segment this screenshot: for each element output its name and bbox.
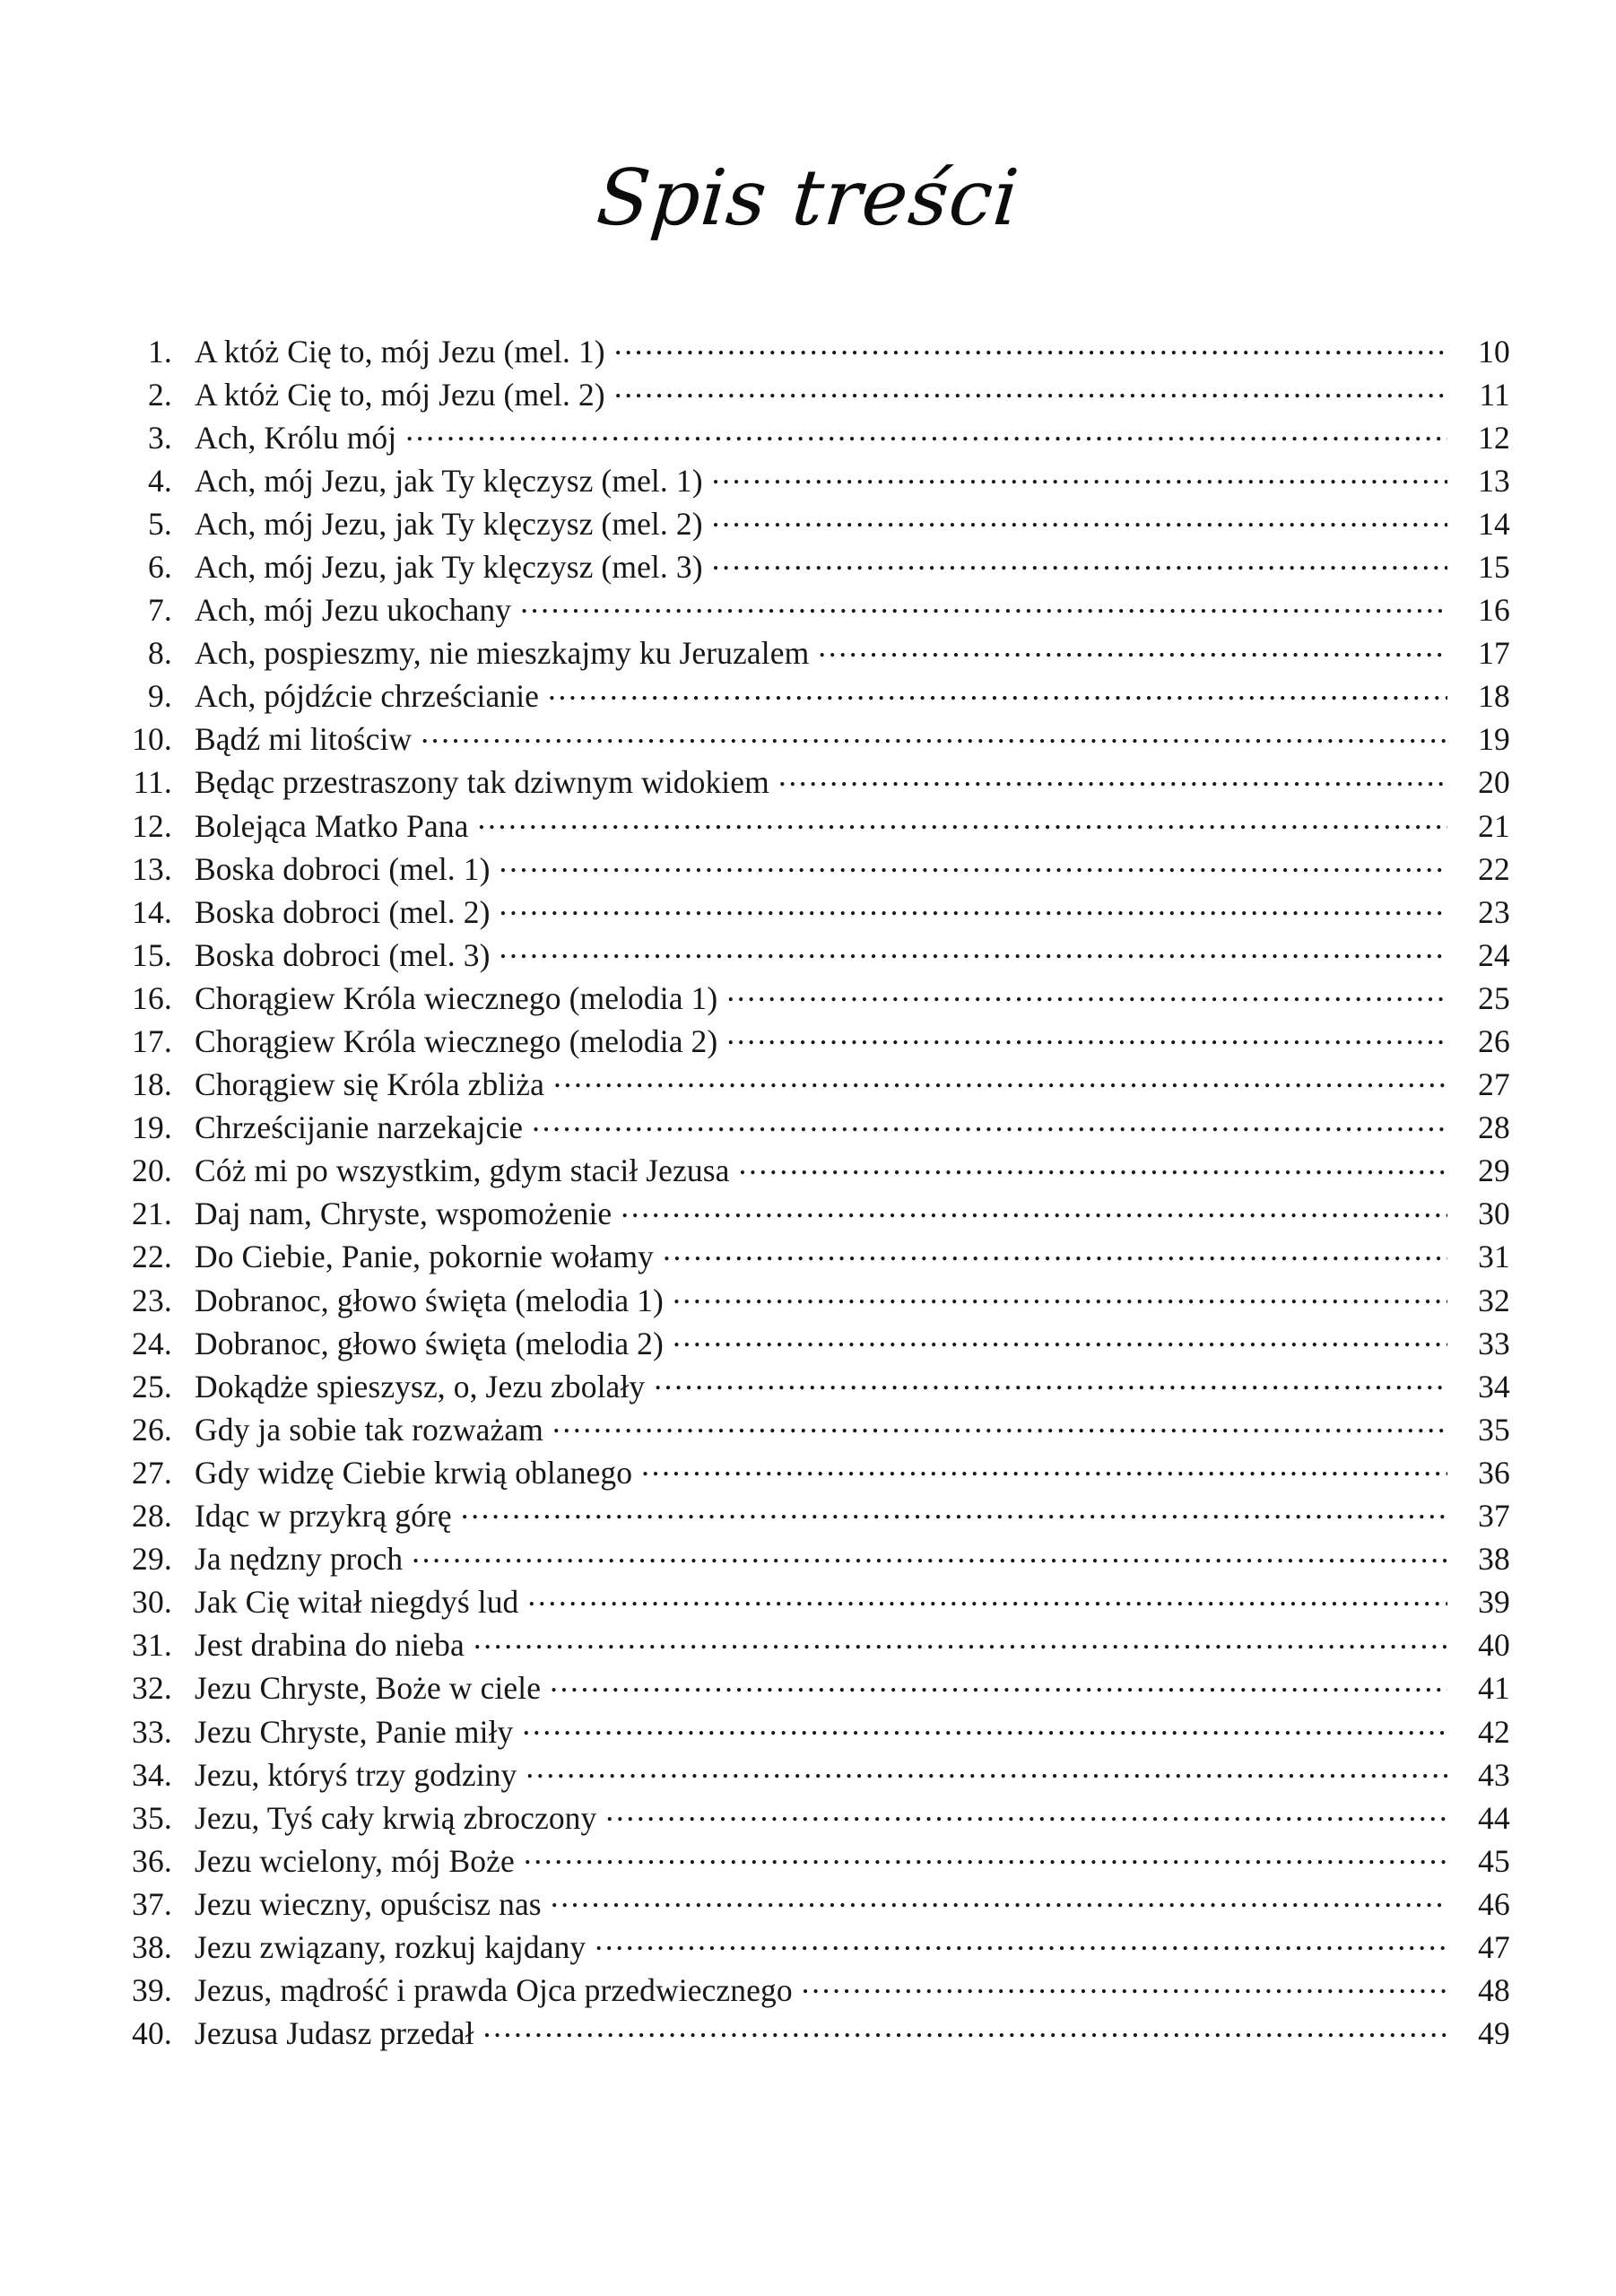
- toc-entry-title[interactable]: Chorągiew Króla wiecznego (melodia 2): [195, 1023, 718, 1059]
- toc-entry[interactable]: [106, 1495, 1510, 1538]
- toc-entry-number: 18.: [132, 1066, 172, 1103]
- toc-entry-page-number: 30: [1478, 1196, 1510, 1232]
- toc-entry[interactable]: [106, 1538, 1510, 1581]
- toc-entry-page-number: 47: [1478, 1928, 1510, 1965]
- toc-entry-title[interactable]: Ach, mój Jezu, jak Ty klęczysz (mel. 2): [195, 505, 703, 542]
- toc-entry-title[interactable]: Jezusa Judasz przedał: [195, 2015, 474, 2052]
- toc-entry-number: 37.: [132, 1885, 172, 1922]
- toc-entry[interactable]: [106, 330, 1510, 373]
- toc-entry-page-number: 37: [1478, 1498, 1510, 1535]
- toc-entry[interactable]: [106, 589, 1510, 632]
- toc-entry-title[interactable]: Jezus, mądrość i prawda Ojca przedwiecznego: [195, 1972, 793, 2009]
- toc-entry-page-number: 22: [1478, 850, 1510, 887]
- toc-entry-number: 9.: [147, 678, 172, 715]
- toc-entry-number: 2.: [147, 376, 172, 413]
- toc-entry[interactable]: [106, 718, 1510, 761]
- toc-entry-number: 5.: [147, 505, 172, 542]
- toc-entry-title[interactable]: Boska dobroci (mel. 1): [195, 850, 491, 887]
- toc-entry-title[interactable]: Daj nam, Chryste, wspomożenie: [195, 1196, 613, 1232]
- toc-dot-leader: [405, 416, 1447, 448]
- toc-entry-title[interactable]: Chorągiew Króla wiecznego (melodia 1): [195, 979, 718, 1016]
- toc-dot-leader: [712, 545, 1447, 578]
- toc-entry-title[interactable]: Boska dobroci (mel. 3): [195, 936, 491, 973]
- toc-entry-page-number: 32: [1478, 1282, 1510, 1318]
- toc-dot-leader: [500, 891, 1447, 923]
- toc-entry-number: 8.: [147, 635, 172, 672]
- toc-entry-page-number: 12: [1478, 419, 1510, 456]
- toc-entry-title[interactable]: Dobranoc, głowo święta (melodia 1): [195, 1282, 664, 1318]
- toc-entry-number: 40.: [132, 2015, 172, 2052]
- toc-dot-leader: [673, 1279, 1447, 1311]
- toc-dot-leader: [553, 1064, 1447, 1096]
- toc-dot-leader: [595, 1926, 1447, 1958]
- toc-dot-leader: [712, 459, 1447, 491]
- toc-entry-title[interactable]: Jezu wieczny, opuścisz nas: [195, 1885, 542, 1922]
- toc-dot-leader: [500, 848, 1447, 880]
- toc-entry[interactable]: [106, 632, 1510, 675]
- toc-dot-leader: [663, 1236, 1447, 1268]
- toc-dot-leader: [421, 718, 1447, 751]
- toc-entry-title[interactable]: Dokądże spieszysz, o, Jezu zbolały: [195, 1368, 646, 1405]
- toc-dot-leader: [520, 589, 1447, 622]
- toc-dot-leader: [654, 1365, 1447, 1397]
- toc-entry-number: 11.: [133, 764, 172, 801]
- toc-entry-number: 35.: [132, 1799, 172, 1836]
- toc-entry-number: 36.: [132, 1842, 172, 1879]
- toc-entry-title[interactable]: Cóż mi po wszystkim, gdym stacił Jezusa: [195, 1152, 730, 1189]
- toc-entry-page-number: 11: [1479, 376, 1510, 413]
- toc-dot-leader: [605, 1796, 1447, 1829]
- toc-entry[interactable]: [106, 1796, 1510, 1839]
- toc-entry[interactable]: [106, 416, 1510, 459]
- toc-dot-leader: [673, 1322, 1447, 1354]
- toc-entry[interactable]: [106, 934, 1510, 977]
- toc-entry-number: 22.: [132, 1239, 172, 1275]
- toc-entry-title[interactable]: A któż Cię to, mój Jezu (mel. 1): [195, 333, 605, 370]
- toc-dot-leader: [802, 1970, 1447, 2002]
- toc-entry-page-number: 29: [1478, 1152, 1510, 1189]
- toc-dot-leader: [461, 1495, 1447, 1527]
- toc-entry[interactable]: [106, 1150, 1510, 1193]
- toc-entry-page-number: 33: [1478, 1325, 1510, 1361]
- toc-entry-title[interactable]: Chrześcijanie narzekajcie: [195, 1109, 524, 1146]
- toc-entry-number: 4.: [147, 462, 172, 499]
- toc-entry-number: 26.: [132, 1411, 172, 1448]
- toc-entry[interactable]: [106, 1970, 1510, 2013]
- toc-entry-title[interactable]: Jest drabina do nieba: [195, 1627, 465, 1664]
- toc-dot-leader: [552, 1408, 1447, 1440]
- toc-entry-title[interactable]: Bądź mi litościw: [195, 721, 413, 758]
- toc-dot-leader: [532, 1107, 1447, 1139]
- toc-entry[interactable]: [106, 1021, 1510, 1064]
- toc-entry[interactable]: [106, 1279, 1510, 1322]
- toc-dot-leader: [726, 1021, 1447, 1053]
- toc-entry[interactable]: [106, 1710, 1510, 1753]
- toc-entry-number: 20.: [132, 1152, 172, 1189]
- toc-entry[interactable]: [106, 1064, 1510, 1107]
- toc-entry-title[interactable]: Jezu Chryste, Boże w ciele: [195, 1670, 542, 1707]
- toc-entry-page-number: 38: [1478, 1541, 1510, 1578]
- toc-entry-page-number: 34: [1478, 1368, 1510, 1405]
- page-title: Spis treści: [593, 152, 1023, 243]
- toc-entry[interactable]: [106, 1581, 1510, 1624]
- toc-entry[interactable]: [106, 502, 1510, 545]
- toc-entry-title[interactable]: Gdy ja sobie tak rozważam: [195, 1411, 543, 1448]
- toc-entry-number: 3.: [147, 419, 172, 456]
- toc-entry[interactable]: [106, 1408, 1510, 1451]
- toc-entry-page-number: 41: [1478, 1670, 1510, 1707]
- toc-entry-page-number: 14: [1478, 505, 1510, 542]
- toc-dot-leader: [641, 1451, 1447, 1483]
- toc-entry[interactable]: [106, 977, 1510, 1020]
- toc-entry-page-number: 24: [1478, 936, 1510, 973]
- toc-dot-leader: [474, 1624, 1447, 1657]
- toc-entry[interactable]: [106, 1839, 1510, 1883]
- toc-dot-leader: [550, 1667, 1447, 1700]
- toc-entry[interactable]: [106, 1667, 1510, 1710]
- toc-entry-title[interactable]: Ach, mój Jezu ukochany: [195, 592, 512, 629]
- toc-entry-page-number: 17: [1478, 635, 1510, 672]
- toc-entry-title[interactable]: Ach, pospieszmy, nie mieszkajmy ku Jeruzalem: [195, 635, 810, 672]
- toc-entry-number: 23.: [132, 1282, 172, 1318]
- toc-entry-number: 21.: [132, 1196, 172, 1232]
- toc-entry-number: 29.: [132, 1541, 172, 1578]
- toc-entry-title[interactable]: Jezu, któryś trzy godziny: [195, 1756, 517, 1793]
- toc-entry-page-number: 15: [1478, 548, 1510, 585]
- toc-entry-page-number: 44: [1478, 1799, 1510, 1836]
- toc-entry[interactable]: [106, 1883, 1510, 1926]
- toc-entry-page-number: 19: [1478, 721, 1510, 758]
- toc-entry[interactable]: [106, 804, 1510, 848]
- toc-entry[interactable]: [106, 891, 1510, 934]
- toc-entry[interactable]: [106, 1451, 1510, 1494]
- toc-entry-number: 34.: [132, 1756, 172, 1793]
- toc-entry[interactable]: [106, 1926, 1510, 1969]
- toc-entry-number: 32.: [132, 1670, 172, 1707]
- toc-entry-number: 13.: [132, 850, 172, 887]
- toc-entry-number: 19.: [132, 1109, 172, 1146]
- toc-entry-page-number: 35: [1478, 1411, 1510, 1448]
- toc-entry-page-number: 45: [1478, 1842, 1510, 1879]
- toc-entry-page-number: 26: [1478, 1023, 1510, 1059]
- toc-entry[interactable]: [106, 1365, 1510, 1408]
- toc-entry-title[interactable]: Dobranoc, głowo święta (melodia 2): [195, 1325, 664, 1361]
- toc-entry-page-number: 25: [1478, 979, 1510, 1016]
- toc-entry-title[interactable]: Chorągiew się Króla zbliża: [195, 1066, 544, 1103]
- toc-entry[interactable]: [106, 1322, 1510, 1365]
- toc-entry-title[interactable]: Jak Cię witał niegdyś lud: [195, 1584, 519, 1621]
- toc-entry-page-number: 43: [1478, 1756, 1510, 1793]
- toc-entry[interactable]: [106, 1753, 1510, 1796]
- toc-dot-leader: [614, 373, 1447, 405]
- toc-entry-title[interactable]: Jezu wcielony, mój Boże: [195, 1842, 515, 1879]
- toc-entry-page-number: 42: [1478, 1713, 1510, 1750]
- toc-entry-number: 12.: [132, 807, 172, 844]
- toc-entry-page-number: 20: [1478, 764, 1510, 801]
- toc-entry-page-number: 16: [1478, 592, 1510, 629]
- toc-entry[interactable]: [106, 675, 1510, 718]
- toc-entry-title[interactable]: Jezu związany, rozkuj kajdany: [195, 1928, 586, 1965]
- toc-dot-leader: [621, 1193, 1447, 1225]
- toc-entry-title[interactable]: Boska dobroci (mel. 2): [195, 893, 491, 930]
- toc-entry-page-number: 13: [1478, 462, 1510, 499]
- toc-entry[interactable]: [106, 2013, 1510, 2056]
- toc-entry-page-number: 28: [1478, 1109, 1510, 1146]
- toc-entry-title[interactable]: Ach, mój Jezu, jak Ty klęczysz (mel. 1): [195, 462, 703, 499]
- toc-dot-leader: [548, 675, 1447, 708]
- toc-dot-leader: [818, 632, 1447, 665]
- toc-entry-page-number: 10: [1478, 333, 1510, 370]
- toc-entry-title[interactable]: A któż Cię to, mój Jezu (mel. 2): [195, 376, 605, 413]
- toc-entry[interactable]: [106, 545, 1510, 588]
- toc-entry-page-number: 21: [1478, 807, 1510, 844]
- toc-dot-leader: [712, 502, 1447, 535]
- toc-entry-page-number: 36: [1478, 1454, 1510, 1491]
- toc-entry-number: 14.: [132, 893, 172, 930]
- toc-entry-page-number: 40: [1478, 1627, 1510, 1664]
- toc-entry-number: 27.: [132, 1454, 172, 1491]
- toc-entry-page-number: 31: [1478, 1239, 1510, 1275]
- toc-entry-title[interactable]: Ach, mój Jezu, jak Ty klęczysz (mel. 3): [195, 548, 703, 585]
- toc-entry-page-number: 48: [1478, 1972, 1510, 2009]
- toc-entry-number: 24.: [132, 1325, 172, 1361]
- toc-entry-page-number: 39: [1478, 1584, 1510, 1621]
- toc-entry-title[interactable]: Bolejąca Matko Pana: [195, 807, 469, 844]
- toc-entry-number: 7.: [147, 592, 172, 629]
- toc-entry[interactable]: [106, 1107, 1510, 1150]
- toc-entry-number: 15.: [132, 936, 172, 973]
- toc-entry-number: 31.: [132, 1627, 172, 1664]
- toc-entry-title[interactable]: Do Ciebie, Panie, pokornie wołamy: [195, 1239, 655, 1275]
- toc-entry-page-number: 49: [1478, 2015, 1510, 2052]
- toc-entry[interactable]: [106, 848, 1510, 891]
- toc-dot-leader: [738, 1150, 1447, 1182]
- toc-dot-leader: [778, 761, 1447, 794]
- toc-entry-page-number: 23: [1478, 893, 1510, 930]
- toc-entry-title[interactable]: Ach, Królu mój: [195, 419, 397, 456]
- toc-dot-leader: [412, 1538, 1447, 1570]
- toc-entry-number: 6.: [147, 548, 172, 585]
- toc-entry-title[interactable]: Ach, pójdźcie chrześcianie: [195, 678, 540, 715]
- toc-entry-number: 25.: [132, 1368, 172, 1405]
- toc-entry[interactable]: [106, 1193, 1510, 1236]
- toc-entry-number: 10.: [132, 721, 172, 758]
- toc-entry-number: 17.: [132, 1023, 172, 1059]
- toc-dot-leader: [527, 1581, 1447, 1613]
- toc-entry-number: 38.: [132, 1928, 172, 1965]
- toc-entry-title[interactable]: Gdy widzę Ciebie krwią oblanego: [195, 1454, 633, 1491]
- toc-entry-number: 30.: [132, 1584, 172, 1621]
- toc-dot-leader: [614, 330, 1447, 362]
- toc-entry[interactable]: [106, 761, 1510, 804]
- toc-entry-number: 33.: [132, 1713, 172, 1750]
- toc-entry-title[interactable]: Ja nędzny proch: [195, 1541, 404, 1578]
- toc-entry[interactable]: [106, 373, 1510, 416]
- toc-entry-page-number: 46: [1478, 1885, 1510, 1922]
- toc-dot-leader: [726, 977, 1447, 1009]
- toc-entry[interactable]: [106, 459, 1510, 502]
- toc-entry-page-number: 18: [1478, 678, 1510, 715]
- toc-dot-leader: [478, 804, 1447, 837]
- toc-dot-leader: [551, 1883, 1447, 1915]
- toc-entry-number: 28.: [132, 1498, 172, 1535]
- toc-entry-page-number: 27: [1478, 1066, 1510, 1103]
- toc-entry-number: 39.: [132, 1972, 172, 2009]
- toc-entry-title[interactable]: Będąc przestraszony tak dziwnym widokiem: [195, 764, 769, 801]
- toc-entry[interactable]: [106, 1624, 1510, 1667]
- toc-entry-title[interactable]: Jezu Chryste, Panie miły: [195, 1713, 514, 1750]
- table-of-contents-list: [106, 330, 1510, 2056]
- toc-dot-leader: [524, 1839, 1447, 1872]
- toc-entry-title[interactable]: Idąc w przykrą górę: [195, 1498, 452, 1535]
- toc-entry-number: 1.: [147, 333, 172, 370]
- toc-entry-number: 16.: [132, 979, 172, 1016]
- toc-dot-leader: [526, 1753, 1447, 1786]
- toc-dot-leader: [500, 934, 1447, 966]
- toc-entry-title[interactable]: Jezu, Tyś cały krwią zbroczony: [195, 1799, 597, 1836]
- toc-dot-leader: [522, 1710, 1447, 1743]
- toc-dot-leader: [483, 2013, 1447, 2045]
- toc-entry[interactable]: [106, 1236, 1510, 1279]
